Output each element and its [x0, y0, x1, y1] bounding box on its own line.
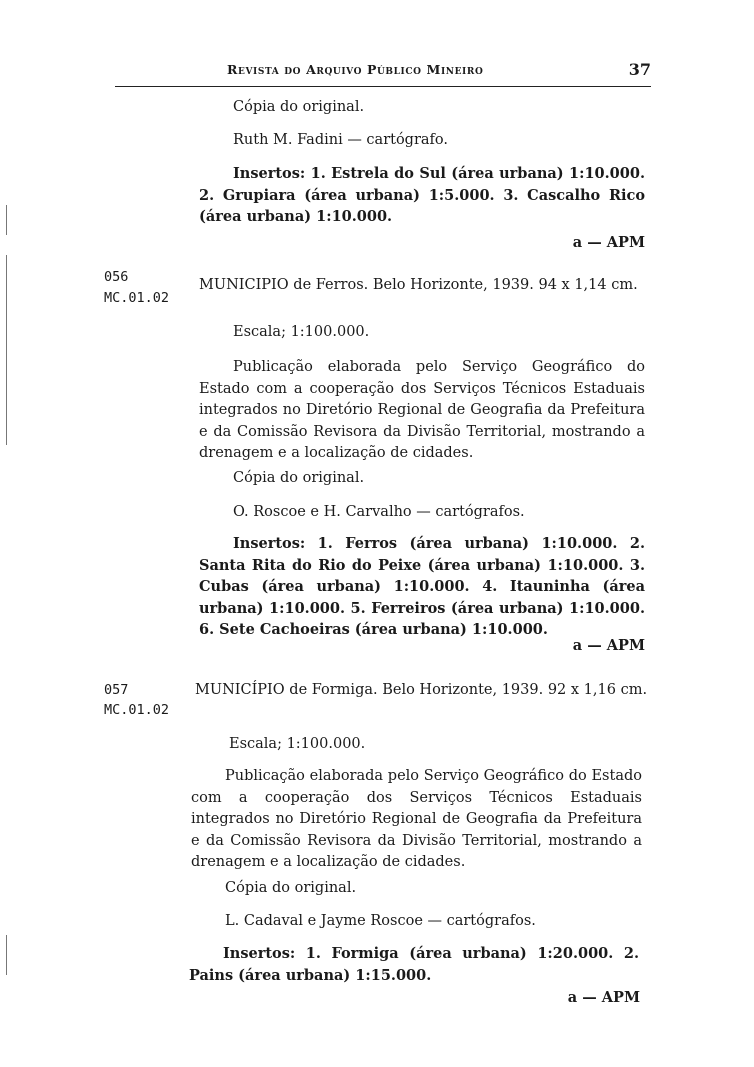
entry-scale: Escala; 1:100.000. — [233, 324, 370, 340]
source-line: a — APM — [572, 637, 645, 654]
entry-description: Publicação elaborada pelo Serviço Geográfico do Estado com a cooperação dos Serviços Técnicos Estaduais integrados no Diretório Regional de Geografia da Prefeitura e da Comissão Revisora da Divisão Territorial, mostrando a drenagem e a localização de cidades. — [191, 768, 642, 870]
copy-note: Cópia do original. — [233, 99, 365, 115]
insets-paragraph: Insertos: 1. Formiga (área urbana) 1:20.000. 2. Pains (área urbana) 1:15.000. — [189, 945, 639, 984]
entry-description: Publicação elaborada pelo Serviço Geográfico do Estado com a cooperação dos Serviços Técnicos Estaduais integrados no Diretório Regional de Geografia da Prefeitura e da Comissão Revisora da Divisão Territorial, mostrando a drenagem e a localização de cidades. — [199, 359, 645, 461]
insets-paragraph: Insertos: 1. Estrela do Sul (área urbana) 1:10.000. 2. Grupiara (área urbana) 1:5.000. 3. Cascalho Rico (área urbana) 1:10.000. — [199, 165, 645, 225]
cartographer-line: Ruth M. Fadini — cartógrafo. — [233, 132, 448, 148]
entry-code: MC.01.02 — [104, 290, 170, 306]
source-line: a — APM — [572, 234, 645, 251]
insets-paragraph: Insertos: 1. Ferros (área urbana) 1:10.000. 2. Santa Rita do Rio do Peixe (área urbana) 1:10.000. 3. Cubas (área urbana) 1:10.000. 4. Itauninha (área urbana) 1:10.000. 5. Ferreiros (área urbana) 1:10.000. 6. Sete Cachoeiras (área urbana) 1:10.000. — [199, 535, 645, 638]
scan-margin-mark — [6, 255, 7, 445]
cartographers-line: O. Roscoe e H. Carvalho — cartógrafos. — [233, 504, 525, 520]
entry-number: 056 — [104, 269, 129, 285]
entry-title: MUNICIPIO de Ferros. Belo Horizonte, 1939. 94 x 1,14 cm. — [199, 277, 638, 293]
running-header — [115, 58, 651, 87]
copy-note: Cópia do original. — [233, 470, 365, 486]
copy-note: Cópia do original. — [225, 880, 357, 896]
cartographers-line: L. Cadaval e Jayme Roscoe — cartógrafos. — [225, 913, 536, 929]
page-number: 37 — [628, 60, 651, 79]
scan-margin-mark — [6, 205, 7, 235]
entry-title: MUNICÍPIO de Formiga. Belo Horizonte, 1939. 92 x 1,16 cm. — [195, 682, 648, 698]
source-line: a — APM — [567, 989, 640, 1006]
entry-scale: Escala; 1:100.000. — [229, 736, 366, 752]
entry-code: MC.01.02 — [104, 702, 170, 718]
scan-margin-mark — [6, 935, 7, 975]
journal-title: Revista do Arquivo Público Mineiro — [227, 62, 484, 77]
entry-number: 057 — [104, 682, 129, 698]
